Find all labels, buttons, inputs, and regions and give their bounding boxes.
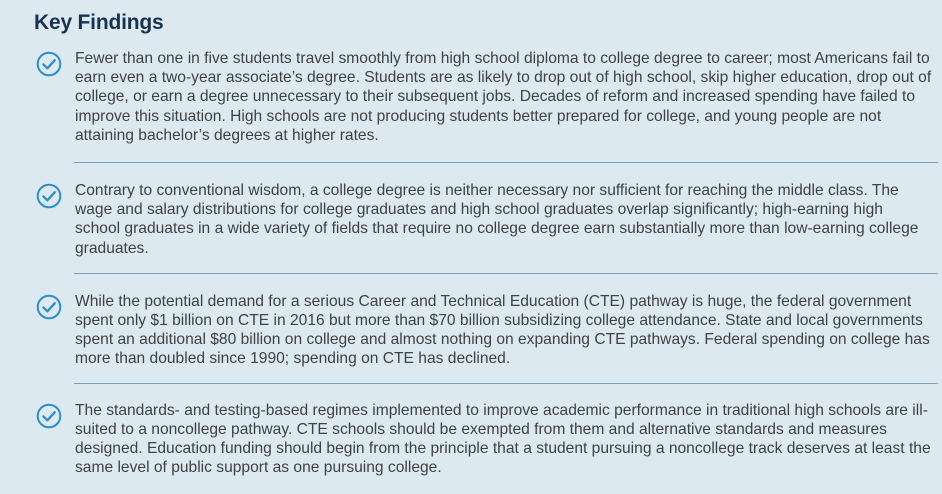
check-circle-icon (36, 51, 62, 77)
check-circle-icon (36, 183, 62, 209)
divider (74, 383, 938, 384)
finding-text: While the potential demand for a serious Career and Technical Education (CTE) pathway is huge, the federal government spent only $1 billion on CTE in 2016 but more than $70 billion subsidizing college attendance. State and local governments spent an additional $80 billion on college and almost nothing on expanding CTE pathways. Federal spending on college has more than doubled since 1990; spending on CTE has declined. (75, 292, 930, 368)
finding-item-4 (34, 401, 942, 478)
check-circle-icon (36, 294, 62, 320)
check-circle-icon (36, 403, 62, 429)
page-title: Key Findings (34, 11, 164, 34)
finding-text: Fewer than one in five students travel smoothly from high school diploma to college degree to career; most Americans fail to earn even a two-year associate’s degree. Students are as likely to drop out of high school, skip higher education, drop out of college, or earn a degree unnecessary to their subsequent jobs. Decades of reform and increased spending have failed to improve this situation. High schools are not producing students better prepared for college, and young people are not attaining bachelor’s degrees at higher rates. (75, 50, 932, 144)
finding-item-2 (34, 181, 942, 258)
divider (74, 162, 938, 163)
finding-text: Contrary to conventional wisdom, a college degree is neither necessary nor sufficient for reaching the middle class. The wage and salary distributions for college graduates and high school graduates overlap significantly; high-earning high school graduates in a wide variety of fields that require no college degree earn substantially more than low-earning college graduates. (75, 182, 919, 257)
divider (74, 273, 938, 274)
finding-text: The standards- and testing-based regimes implemented to improve academic performance in traditional high schools are ill-suited to a noncollege pathway. CTE schools should be exempted from them and alternative standards and measures designed. Education funding should begin from the principle that a student pursuing a noncollege track deserves at least the same level of public support as one pursuing college. (75, 401, 931, 477)
finding-item-1 (34, 49, 942, 145)
finding-item-3 (34, 292, 942, 369)
